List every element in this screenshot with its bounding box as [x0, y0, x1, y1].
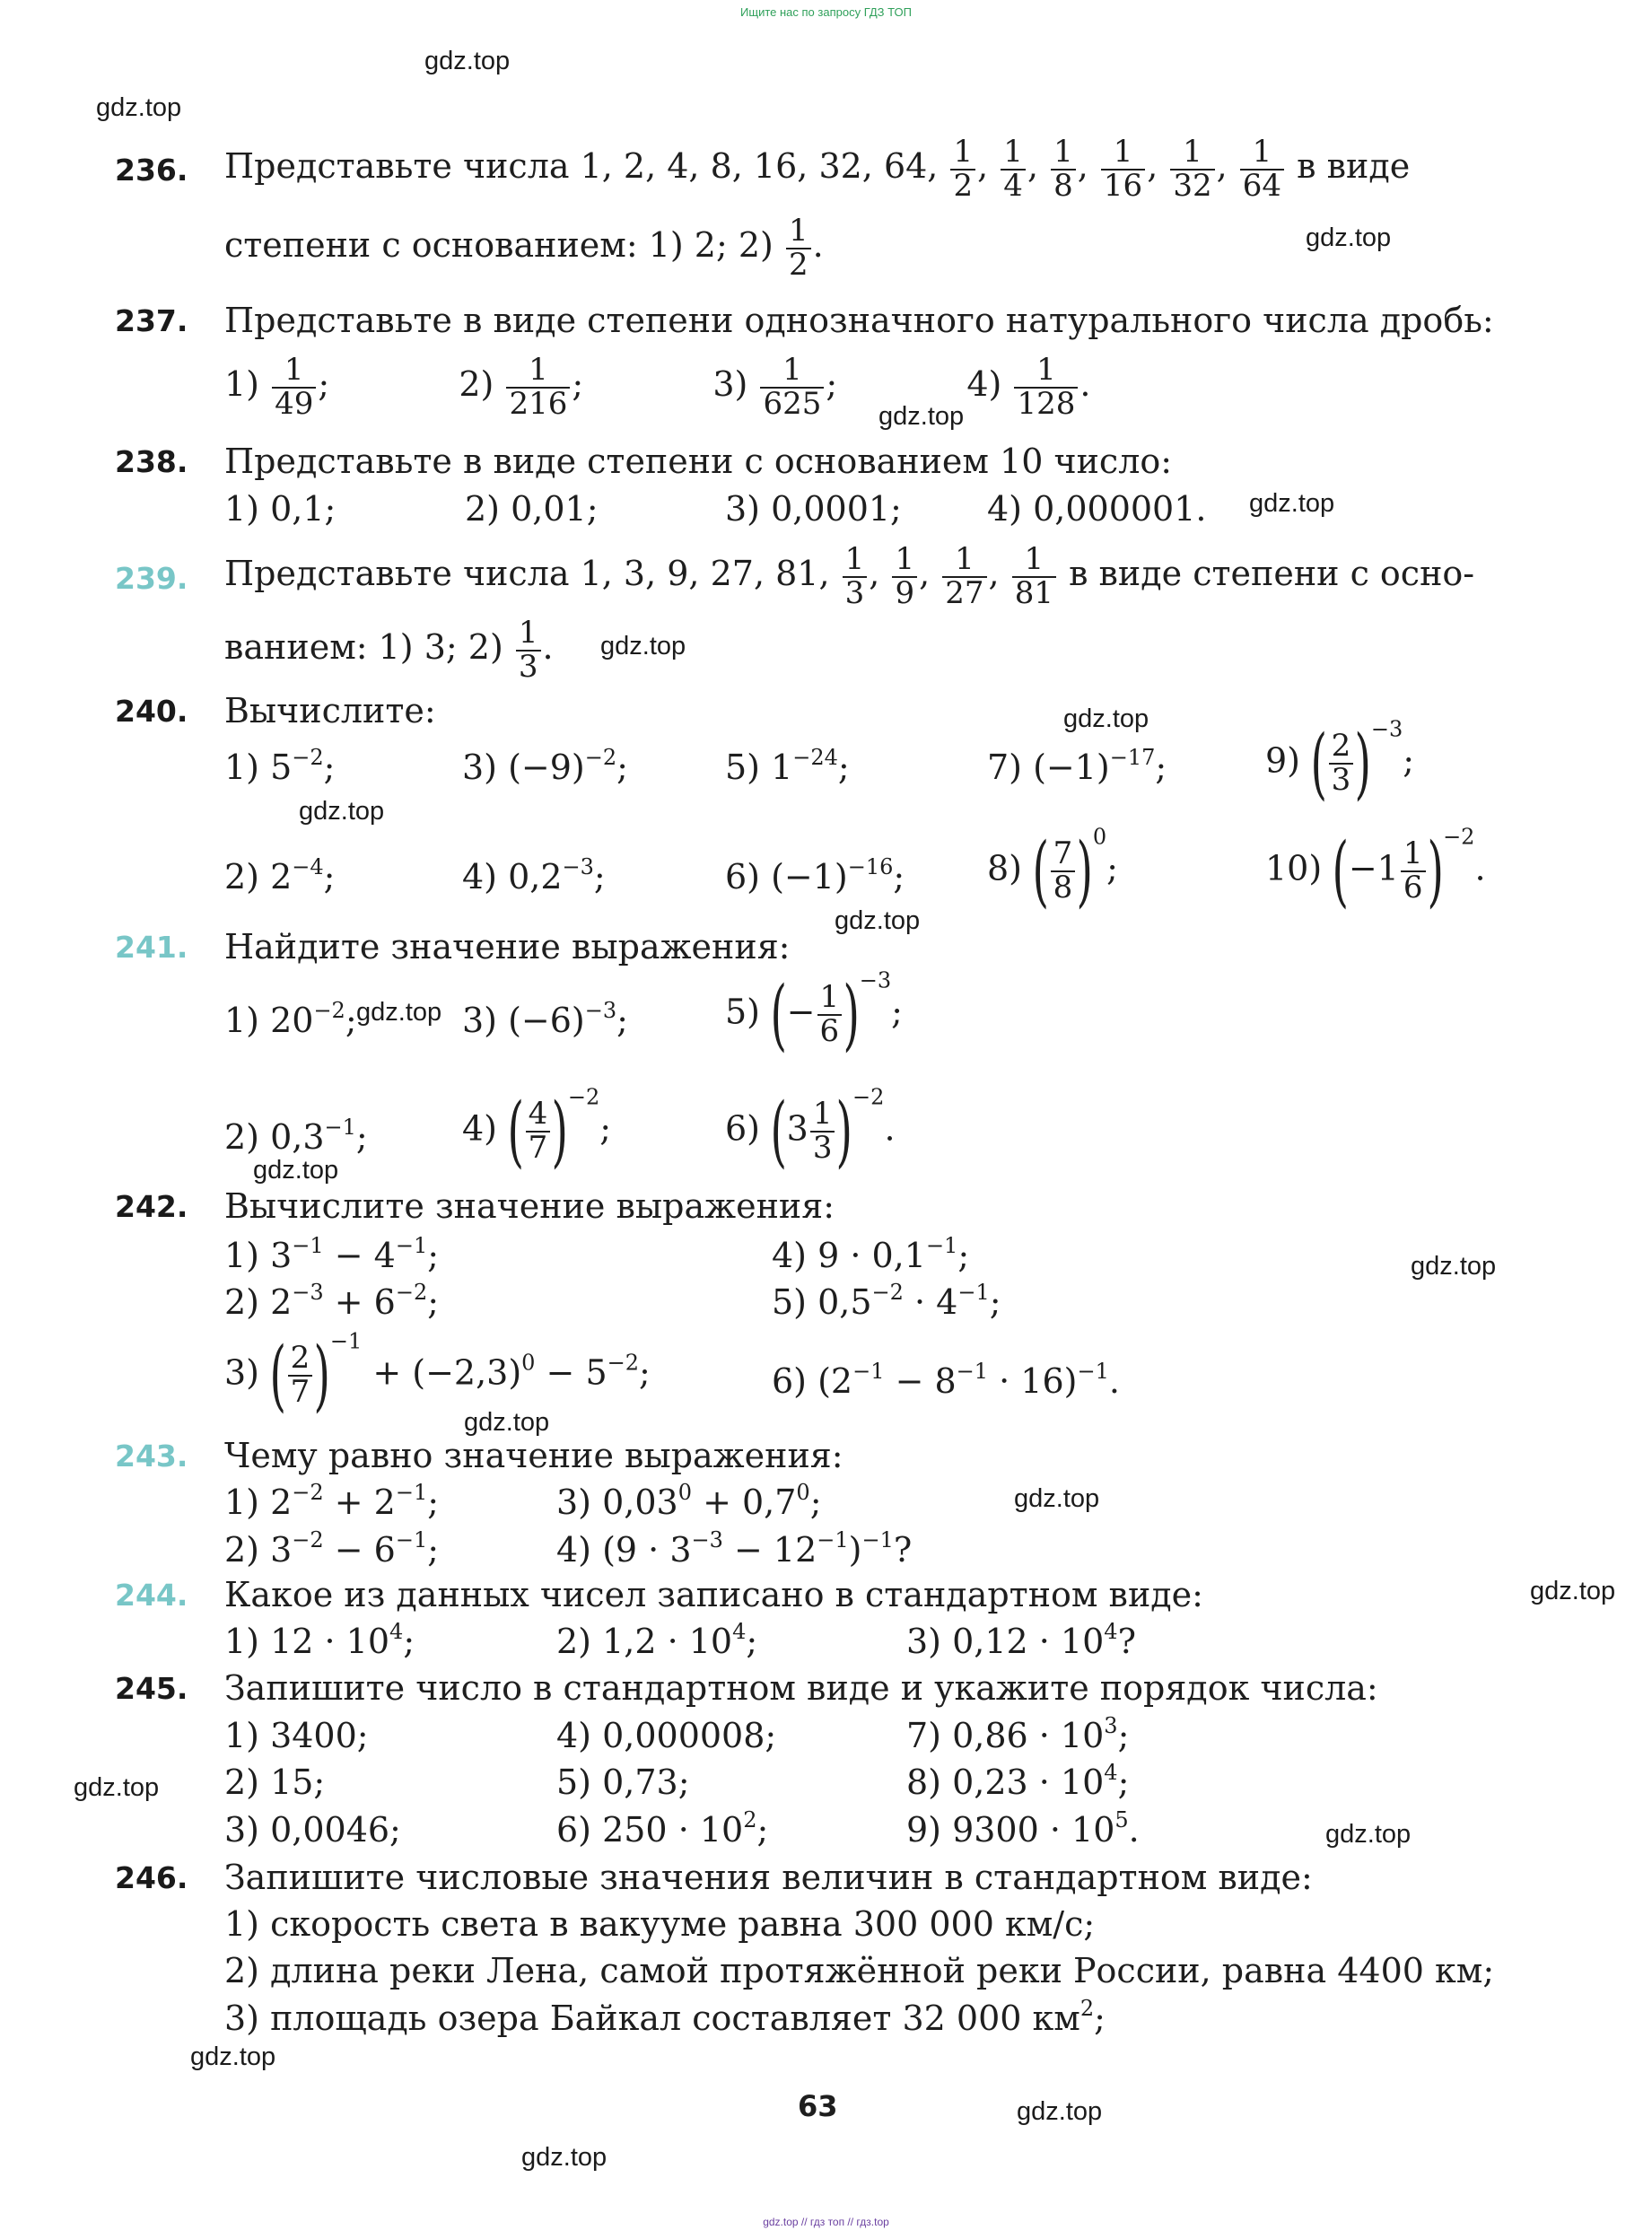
expression: 2) $3^{-2} - 6^{-1}$;	[224, 1527, 440, 1570]
expression: 2) $0,3^{-1}$;	[224, 1115, 368, 1157]
watermark: gdz.top	[878, 402, 965, 431]
problem-text: степени с основанием: 1) 2; 2) $\frac{1}{2}$ .	[224, 213, 824, 283]
answer-item: 2) 0,01;	[465, 489, 599, 529]
expression: 1) $12 \cdot 10^4$;	[224, 1619, 415, 1661]
problem-text: Вычислите значение выражения:	[224, 1186, 835, 1226]
expression: 6) $(2^{-1} - 8^{-1} \cdot 16)^{-1}$.	[772, 1359, 1120, 1401]
watermark: gdz.top	[424, 47, 511, 75]
watermark: gdz.top	[1411, 1252, 1497, 1281]
expression: 3) 0,0046;	[224, 1810, 401, 1850]
answer-item: 1) скорость света в вакууме равна 300 000 км/с;	[224, 1904, 1096, 1944]
expression: 1) $20^{-2}$;	[224, 998, 357, 1040]
watermark: gdz.top	[96, 93, 182, 122]
problem-number: 240.	[115, 694, 188, 729]
problem-text: Запишите число в стандартном виде и укажите порядок числа:	[224, 1668, 1378, 1708]
problem-text: Представьте числа 1, 2, 4, 8, 16, 32, 64, $\frac{1}{2}$ , $\frac{1}{4}$ , $\frac{1}{8}$ , $\frac{1}{16}$ , $\frac{1}{32}$ , $\frac{1}{64}$ в виде	[224, 134, 1411, 204]
expression: 8) $0,23 \cdot 10^4$;	[906, 1760, 1130, 1802]
expression: 3) ( $\frac{2}{7}$ )$^{-1} + (-2,3)^0 - 5^{-2}$;	[224, 1328, 651, 1421]
expression: 3) $0,12 \cdot 10^4$?	[906, 1619, 1136, 1661]
problem-text: Чему равно значение выражения:	[224, 1436, 843, 1475]
expression: 2) $1,2 \cdot 10^4$;	[556, 1619, 758, 1661]
expression: 5) (− $\frac{1}{6}$ )$^{-3}$;	[725, 967, 903, 1060]
expression: 6) (3 $\frac{1}{3}$ )$^{-2}$.	[725, 1084, 896, 1176]
expression: 4) $0,2^{-3}$;	[462, 854, 606, 896]
expression: 10) (−1 $\frac{1}{6}$ )$^{-2}$.	[1265, 824, 1486, 916]
watermark: gdz.top	[253, 1156, 339, 1185]
expression: 1) $2^{-2} + 2^{-1}$;	[224, 1480, 440, 1522]
watermark: gdz.top	[464, 1408, 550, 1437]
expression: 4) $(9 \cdot 3^{-3} - 12^{-1})^{-1}$?	[556, 1527, 913, 1570]
expression: 7) $0,86 \cdot 10^3$;	[906, 1713, 1130, 1755]
problem-number: 239.	[115, 561, 188, 596]
expression: 2) $2^{-3} + 6^{-2}$;	[224, 1280, 440, 1322]
expression: 4) 0,000008;	[556, 1716, 777, 1755]
problem-number: 243.	[115, 1439, 188, 1474]
expression: 4) $9 \cdot 0,1^{-1}$;	[772, 1233, 970, 1275]
watermark: gdz.top	[1530, 1577, 1616, 1605]
answer-item: 4) 0,000001.	[987, 489, 1207, 529]
expression: 3) $(-6)^{-3}$;	[462, 998, 628, 1040]
expression: 9) ( $\frac{2}{3}$ )$^{-3}$;	[1265, 716, 1415, 809]
problem-number: 236.	[115, 153, 188, 188]
problem-number: 238.	[115, 444, 188, 479]
problem-text: ванием: 1) 3; 2) $\frac{1}{3}$ .	[224, 615, 554, 685]
expression: 8) ( $\frac{7}{8}$ )$^0$;	[987, 824, 1118, 916]
expression: 2) $2^{-4}$;	[224, 854, 336, 896]
expression: 5) $0,5^{-2} \cdot 4^{-1}$;	[772, 1280, 1001, 1322]
expression: 1) $3^{-1} - 4^{-1}$;	[224, 1233, 440, 1275]
problem-text: Запишите числовые значения величин в стандартном виде:	[224, 1858, 1313, 1897]
problem-text: Представьте числа 1, 3, 9, 27, 81, $\frac{1}{3}$ , $\frac{1}{9}$ , $\frac{1}{27}$ , $\frac{1}{81}$ в виде степени с осно-	[224, 541, 1475, 611]
answer-item: 3) площадь озера Байкал составляет 32 000 $км^2$;	[224, 1996, 1106, 2038]
expression: 5) $1^{-24}$;	[725, 745, 850, 787]
watermark: gdz.top	[1017, 2097, 1103, 2126]
watermark: gdz.top	[600, 632, 686, 660]
problem-text: Какое из данных чисел записано в стандартном виде:	[224, 1575, 1203, 1614]
watermark: gdz.top	[356, 998, 442, 1027]
expression: 6) $250 \cdot 10^2$;	[556, 1807, 769, 1850]
watermark: gdz.top	[1063, 704, 1149, 733]
expression: 3) $0,03^0 + 0,7^0$;	[556, 1480, 822, 1522]
watermark: gdz.top	[1325, 1820, 1412, 1849]
answer-item: 2) длина реки Лена, самой протяжённой реки России, равна 4400 км;	[224, 1951, 1495, 1990]
expression: 1) $5^{-2}$;	[224, 745, 336, 787]
expression: 2) 15;	[224, 1762, 326, 1802]
expression: 3) $(-9)^{-2}$;	[462, 745, 628, 787]
problem-text: Найдите значение выражения:	[224, 927, 791, 966]
expression: 5) 0,73;	[556, 1762, 690, 1802]
expression: 9) $9300 \cdot 10^5$.	[906, 1807, 1140, 1850]
watermark: gdz.top	[74, 1773, 160, 1802]
problem-number: 245.	[115, 1671, 188, 1706]
expression: 6) $(-1)^{-16}$;	[725, 854, 905, 896]
bottom-banner: gdz.top // гдз топ // гдз.top	[763, 2216, 889, 2228]
answer-item: 1) 0,1;	[224, 489, 337, 529]
expression: 7) $(-1)^{-17}$;	[987, 745, 1167, 787]
problem-text: Представьте в виде степени с основанием 10 число:	[224, 442, 1173, 481]
expression: 4) ( $\frac{4}{7}$ )$^{-2}$;	[462, 1084, 612, 1176]
watermark: gdz.top	[299, 797, 385, 826]
expression: 1) 3400;	[224, 1716, 369, 1755]
problem-number: 244.	[115, 1578, 188, 1613]
watermark: gdz.top	[1306, 223, 1392, 252]
watermark: gdz.top	[190, 2042, 276, 2071]
page-number: 63	[798, 2089, 838, 2123]
problem-number: 241.	[115, 930, 188, 965]
answer-item: 3) 0,0001;	[725, 489, 902, 529]
watermark: gdz.top	[835, 906, 921, 935]
top-banner: Ищите нас по запросу ГДЗ ТОП	[740, 5, 912, 19]
answer-options: 1) $\frac{1}{49}$ ; 2) $\frac{1}{216}$ ; 3) $\frac{1}{625}$ ; 4) $\frac{1}{128}$ .	[224, 352, 1091, 422]
problem-number: 237.	[115, 303, 188, 338]
problem-text: Представьте в виде степени однозначного натурального числа дробь:	[224, 301, 1494, 340]
problem-number: 242.	[115, 1189, 188, 1224]
watermark: gdz.top	[1014, 1484, 1100, 1513]
problem-text: Вычислите:	[224, 691, 436, 730]
watermark: gdz.top	[521, 2143, 607, 2172]
problem-number: 246.	[115, 1860, 188, 1895]
watermark: gdz.top	[1249, 489, 1335, 518]
